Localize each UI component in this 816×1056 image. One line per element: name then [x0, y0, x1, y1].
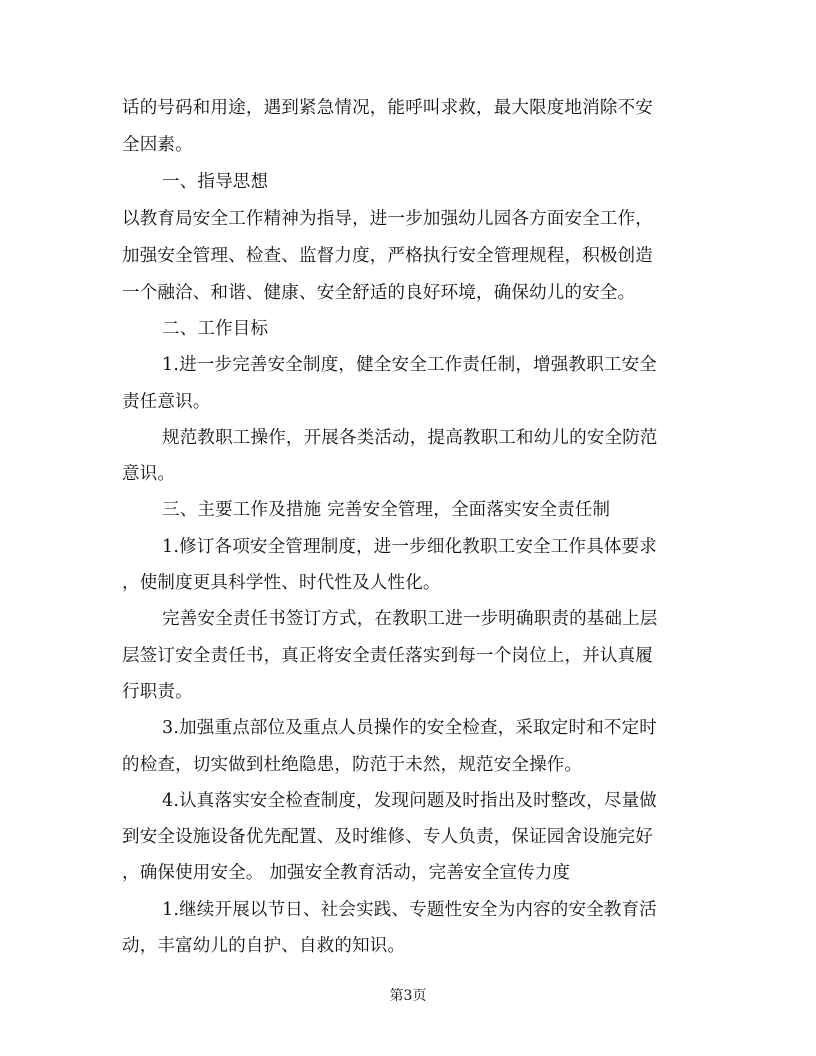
text-line-17: 行职责。: [122, 682, 193, 702]
text-line-2: 全因素。: [122, 135, 193, 155]
text-line-16: 层签订安全责任书，真正将安全责任落实到每一个岗位上，并认真履: [122, 646, 653, 666]
text-line-4: 以教育局安全工作精神为指导，进一步加强幼儿园各方面安全工作，: [122, 209, 653, 229]
text-line-10: 规范教职工操作，开展各类活动，提高教职工和幼儿的安全防范: [162, 428, 658, 448]
text-line-15: 完善安全责任书签订方式，在教职工进一步明确职责的基础上层: [162, 609, 658, 629]
text-line-11: 意识。: [122, 464, 176, 484]
section-heading-1: 一、指导思想: [162, 172, 269, 192]
text-line-5: 加强安全管理、检查、监督力度，严格执行安全管理规程，积极创造: [122, 246, 653, 266]
text-line-20: 4.认真落实安全检查制度，发现问题及时指出及时整改，尽量做: [162, 791, 657, 811]
text-line-6: 一个融洽、和谐、健康、安全舒适的良好环境，确保幼儿的安全。: [122, 283, 636, 303]
text-line-13: 1.修订各项安全管理制度，进一步细化教职工安全工作具体要求: [162, 537, 657, 557]
section-heading-2: 二、工作目标: [162, 319, 269, 339]
text-line-24: 动，丰富幼儿的自护、自救的知识。: [122, 936, 406, 956]
text-line-21: 到安全设施设备优先配置、及时维修、专人负责，保证园舍设施完好: [122, 827, 653, 847]
text-line-8: 1.进一步完善安全制度，健全安全工作责任制，增强教职工安全: [162, 355, 657, 375]
text-line-1: 话的号码和用途，遇到紧急情况，能呼叫求救，最大限度地消除不安: [122, 98, 653, 118]
text-line-22: ，确保使用安全。 加强安全教育活动，完善安全宣传力度: [122, 863, 571, 883]
text-line-18: 3.加强重点部位及重点人员操作的安全检查，采取定时和不定时: [162, 718, 657, 738]
page-number: 第3页: [389, 988, 427, 1004]
text-line-19: 的检查，切实做到杜绝隐患，防范于未然，规范安全操作。: [122, 755, 583, 775]
text-line-14: ，使制度更具科学性、时代性及人性化。: [122, 573, 441, 593]
section-heading-3: 三、主要工作及措施 完善安全管理，全面落实安全责任制: [162, 500, 611, 520]
text-line-9: 责任意识。: [122, 392, 211, 412]
text-line-23: 1.继续开展以节日、社会实践、专题性安全为内容的安全教育活: [162, 900, 657, 920]
